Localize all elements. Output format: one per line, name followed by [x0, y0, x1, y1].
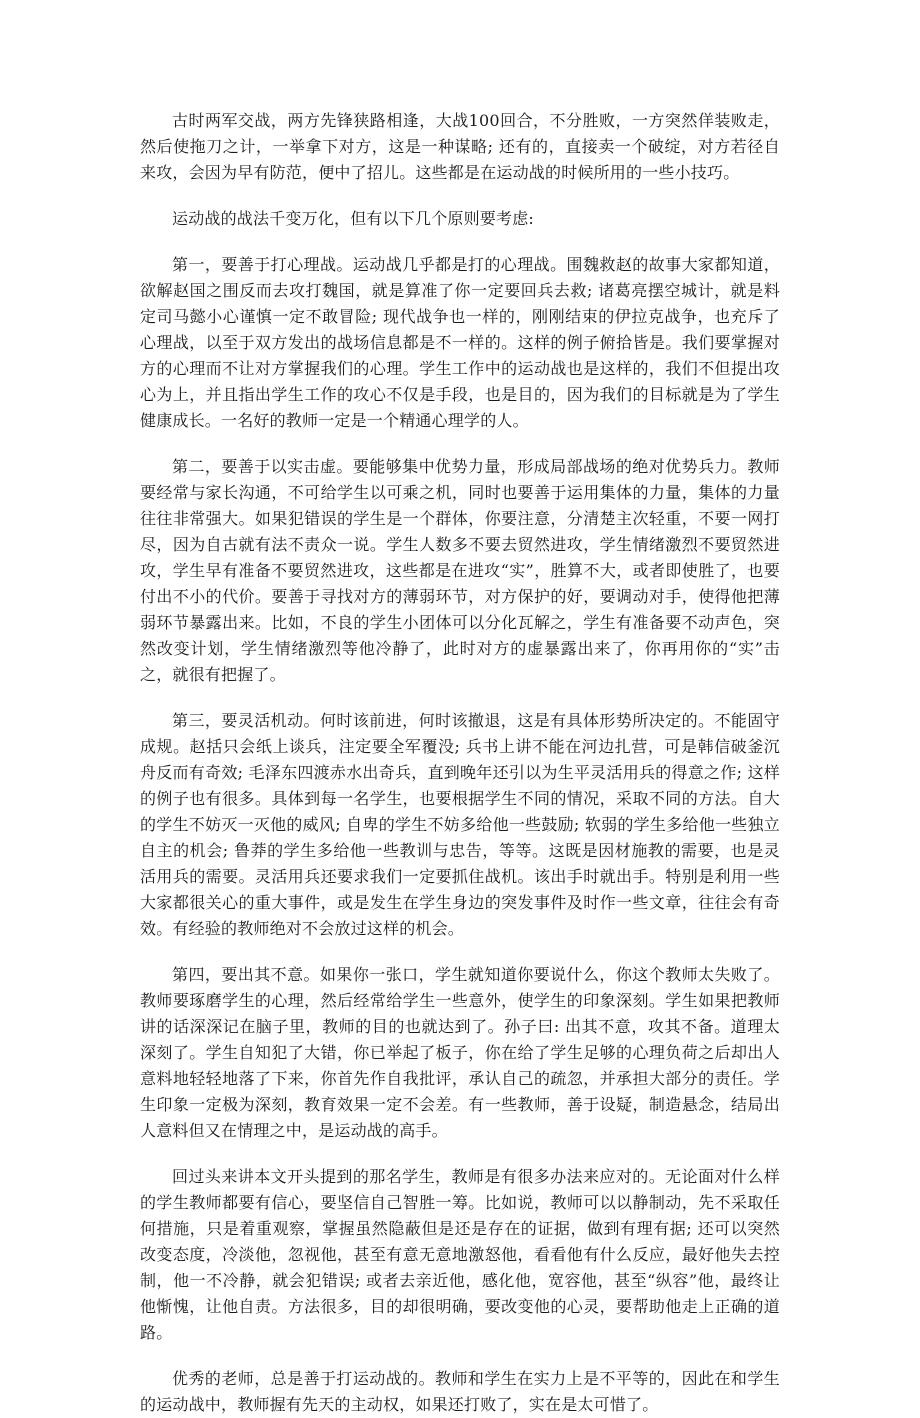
- paragraph-5: 第三，要灵活机动。何时该前进，何时该撤退，这是有具体形势所决定的。不能固守成规。赵括只会纸上谈兵，注定要全军覆没; 兵书上讲不能在河边扎营，可是韩信破釜沉舟反而有奇效; 毛泽东四渡赤水出奇兵，直到晚年还引以为生平灵活用兵的得意之作; 这样的例子也有很多。具体到每一名学生，也要根据学生不同的情况，采取不同的方法。自大的学生不妨灭一灭他的威风; 自卑的学生不妨多给他一些鼓励; 软弱的学生多给他一些独立自主的机会; 鲁莽的学生多给他一些教训与忠告，等等。这既是因材施教的需要，也是灵活用兵的需要。灵活用兵还要求我们一定要抓住战机。该出手时就出手。特别是利用一些大家都很关心的重大事件，或是发生在学生身边的突发事件及时作一些文章，往往会有奇效。有经验的教师绝对不会放过这样的机会。: [140, 711, 780, 938]
- paragraph-8: 优秀的老师，总是善于打运动战的。教师和学生在实力上是不平等的，因此在和学生的运动战中，教师握有先天的主动权，如果还打败了，实在是太可惜了。: [140, 1369, 780, 1414]
- paragraph-6: 第四，要出其不意。如果你一张口，学生就知道你要说什么，你这个教师太失败了。教师要琢磨学生的心理，然后经常给学生一些意外，使学生的印象深刻。学生如果把教师讲的话深深记在脑子里，教师的目的也就达到了。孙子曰: 出其不意，攻其不备。道理太深刻了。学生自知犯了大错，你已举起了板子，你在给了学生足够的心理负荷之后却出人意料地轻轻地落了下来，你首先作自我批评，承认自己的疏忽，并承担大部分的责任。学生印象一定极为深刻，教育效果一定不会差。有一些教师，善于设疑，制造悬念，结局出人意料但又在情理之中，是运动战的高手。: [140, 965, 780, 1140]
- paragraph-7: 回过头来讲本文开头提到的那名学生，教师是有很多办法来应对的。无论面对什么样的学生教师都要有信心，要坚信自己智胜一筹。比如说，教师可以以静制动，先不采取任何措施，只是着重观察，掌握虽然隐蔽但是还是存在的证据，做到有理有据; 还可以突然改变态度，冷淡他，忽视他，甚至有意无意地激怒他，看看他有什么反应，最好他失去控制，他一不冷静，就会犯错误; 或者去亲近他，感化他，宽容他，甚至“纵容”他，最终让他惭愧，让他自责。方法很多，目的却很明确，要改变他的心灵，要帮助他走上正确的道路。: [140, 1167, 780, 1342]
- paragraph-1: 古时两军交战，两方先锋狭路相逢，大战100回合，不分胜败，一方突然佯装败走，然后使拖刀之计，一举拿下对方，这是一种谋略; 还有的，直接卖一个破绽，对方若径自来攻，会因为早有防范，便中了招儿。这些都是在运动战的时候所用的一些小技巧。: [140, 111, 780, 182]
- paragraph-3: 第一，要善于打心理战。运动战几乎都是打的心理战。围魏救赵的故事大家都知道，欲解赵国之围反而去攻打魏国，就是算准了你一定要回兵去救; 诸葛亮摆空城计，就是料定司马懿小心谨慎一定不敢冒险; 现代战争也一样的，刚刚结束的伊拉克战争，也充斥了心理战，以至于双方发出的战场信息都是不一样的。这样的例子俯拾皆是。我们要掌握对方的心理而不让对方掌握我们的心理。学生工作中的运动战也是这样的，我们不但提出攻心为上，并且指出学生工作的攻心不仅是手段，也是目的，因为我们的目标就是为了学生健康成长。一名好的教师一定是一个精通心理学的人。: [140, 255, 780, 430]
- paragraph-4: 第二，要善于以实击虚。要能够集中优势力量，形成局部战场的绝对优势兵力。教师要经常与家长沟通，不可给学生以可乘之机，同时也要善于运用集体的力量，集体的力量往往非常强大。如果犯错误的学生是一个群体，你要注意，分清楚主次轻重，不要一网打尽，因为自古就有法不责众一说。学生人数多不要去贸然进攻，学生情绪激烈不要贸然进攻，学生早有准备不要贸然进攻，这些都是在进攻“实”，胜算不大，或者即使胜了，也要付出不小的代价。要善于寻找对方的薄弱环节，对方保护的好，要调动对手，使得他把薄弱环节暴露出来。比如，不良的学生小团体可以分化瓦解之，学生有准备要不动声色，突然改变计划，学生情绪激烈等他冷静了，此时对方的虚暴露出来了，你再用你的“实”击之，就很有把握了。: [140, 457, 780, 684]
- paragraph-2: 运动战的战法千变万化，但有以下几个原则要考虑:: [172, 209, 534, 228]
